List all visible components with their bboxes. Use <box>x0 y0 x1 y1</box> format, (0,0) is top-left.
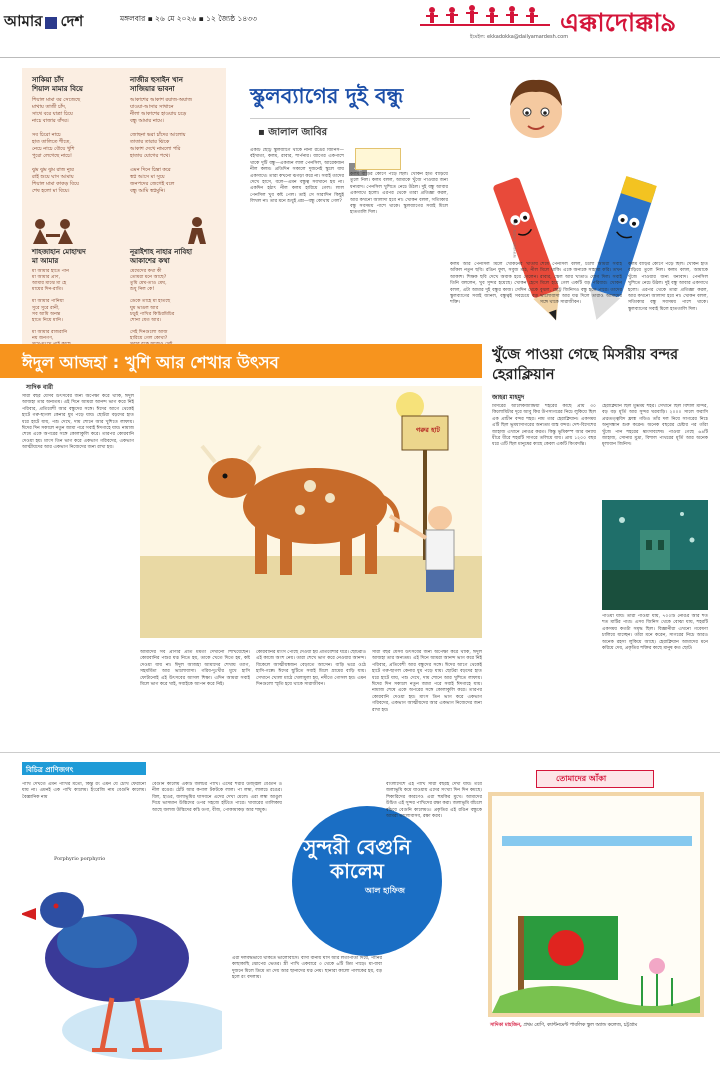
child-drawing-frame[interactable] <box>488 792 704 1017</box>
kalem-scientific-name: Porphyrio porphyrio <box>54 856 106 862</box>
rhyme-1 <box>32 76 122 195</box>
bangladesh-flag-drawing <box>492 796 700 1013</box>
story-divider <box>250 118 470 119</box>
kalem-column-2: এরা দলবদ্ধভাবে থাকতে ভালোবাসে। বাসা বানায় ঘাস আর লতাপাতা দিয়ে, পানির কাছাকাছি ঝোপের ভেতর। স্ত্রী পাখি একবারে ৩ থেকে ৬টি ডিম পাড়ে। মা-বাবা দুজনে মিলে ডিমে তা দেয় আর ছানাদের যত্ন নেয়। ছানারা কালো পালকের হয়, বড় হলে রং বদলায়। <box>232 956 382 981</box>
cow-and-boy-illustration <box>140 386 482 638</box>
page-number: ৯ <box>660 8 677 37</box>
rhyme-title: শাহজাহান মোহাম্মদ মা আমার <box>32 248 86 265</box>
eid-column-3: কোরবানির মাংস পৌঁছে দেওয়া হয় প্রতিবেশীর ঘরে। ছোটরাও এই কাজে অংশ নেয়। তারা শেখে ভাগ করে নেওয়ার আনন্দ। বিকেলে আত্মীয়স্বজন বেড়াতে আসেন। বাড়ি ভরে ওঠে হাসি-গল্পে। ঈদের ছুটিতে সবাই মিলে গ্রামের বাড়ি যায়। সেখানে খোলা মাঠে খেলাধুলা হয়, নদীতে গোসল হয়। এমন দিনগুলো স্মৃতি হয়ে থাকে সারাজীবন। <box>256 650 366 688</box>
purple-swamphen-photo <box>22 880 222 1072</box>
eid-column-4: সারা বছর যেসব উৎসবের জন্য অপেক্ষা করে থাকি, ঈদুল আজহা তার অন্যতম। এই দিনে আমরা আনন্দ ভাগ করে নিই পরিবার, প্রতিবেশী আর বন্ধুদের সঙ্গে। ঈদের আগে থেকেই হাটে গরু-ছাগল কেনার ধুম পড়ে যায়। ছোটরা বড়দের হাত ধরে হাটে যায়, পশু দেখে, দাম শোনে আর খুশিতে লাফায়। ঈদের দিন সকালে নতুন জামা পরে সবাই ঈদগাহে যায়। নামাজ শেষে একে অপরের সঙ্গে কোলাকুলি করে। তারপর কোরবানি দেওয়া হয়। মাংস তিন ভাগ করে একভাগ গরিবদের, একভাগ আত্মীয়দের আর একভাগ নিজেদের জন্য রাখা হয়। <box>372 650 482 713</box>
rhyme-2 <box>130 76 222 195</box>
story-column-5: কলম বাড়ির কোণে পড়ে ছিল। খোকন হাত বাড়িয়ে তুলে নিল। কলম বলল, আমাকে খুঁজে পাওয়ার জন্য ধন্যবাদ। পেনসিল খুশিতে নেচে উঠল। দুই বন্ধু আবার একসাথে হলো। এরপর থেকে তারা প্রতিজ্ঞা করল, আর কখনো আলাদা হবে না। খোকন বলল, সত্যিকার বন্ধু সবসময় পাশে থাকে। স্কুলব্যাগের সবাই মিলে হাততালি দিল। <box>628 262 708 312</box>
story-illustrator: অলংকরণ: আমার দেশ <box>512 222 517 258</box>
boy-illustration-icon <box>496 68 576 148</box>
story-column-1: একটি ছোট্ট স্কুলব্যাগে থাকে নানা রঙের জিনিস—বইখাতা, কলম, রাবার, শার্পনার। ব্যাগের একপাশে থাকে দুটি বন্ধু—একজন লাল পেনসিল, আরেকজন নীল কলম। প্রতিদিন সকালে দুজনেই স্কুলে যায় একসাথে। তারা কখনো ঝগড়া করে না। সবাই তাদের দেখে হাসে, বলে—এমন বন্ধুত্ব সবখানে হয় না। একদিন হঠাৎ নীল কলম হারিয়ে গেল। লাল পেনসিল খুব কষ্ট পেল। তাই সে সারাদিন কিছুই লিখল না। তার মনে শুধুই প্রশ্ন—বন্ধু কোথায় গেল? <box>250 148 344 205</box>
rhyme-title: নূরাইশাহ নাহার নাবিহা আকাশের কথা <box>130 248 193 265</box>
rhyme-title: সাকিয়া চাঁদ শিয়াল মামার বিয়ে <box>32 76 83 93</box>
paper-name-right: দেশ <box>60 12 84 30</box>
paper-logo[interactable] <box>4 10 83 35</box>
kalem-intro: পাখি দেখতে এমন পাখির মতো, কিন্তু রং এমন যে চোখ ফেরানো যায় না। এমনই এক পাখি কালেম। ইংরেজি নাম বেগুনি কালেম। বৈজ্ঞানিক নাম <box>22 782 146 800</box>
eid-headline[interactable]: ঈদুল আজহা : খুশি আর শেখার উৎসব <box>22 353 279 372</box>
underwater-ruins-illustration <box>602 500 708 610</box>
drawing-artist-name: সাদিকা মাহজিন, <box>490 1023 522 1028</box>
masthead <box>0 0 720 58</box>
rhyme-title: নাজীর হুসাইন খান সাজিয়ার ভাবনা <box>130 76 183 93</box>
story-pencil-illustration <box>355 148 401 170</box>
rhyme-4 <box>130 248 224 354</box>
rhyme-body: আকাশের আকাশ রয়াজ-অয়াজ যাওয়া-আসার সাথানে নীলা আকাশের হাওয়ায় চড়ে বন্ধু আমার নামে। জোছনা ভরা চাঁদের আলোয় তাতার তারার ঝিকে আকাশ দেখে নামলো পরি হাতায় যোগের পথে। এমন দিনে চিন্তা করে স্বপ্ন আসে মা সুয়ে জনপদের জেগেই বলে বন্ধু আমি স্বপ্নমুনি। <box>130 97 192 194</box>
kalem-column-1: বেগুনি কালেম একটি জলচর পাখি। এদের শরীর উজ্জ্বল বেগুনি ও নীল রঙের। ঠোঁট আর কপাল টকটকে লাল। পা লম্বা, লালচে রঙের। বিল, হাওর, জলাভূমির ঘাসবনে এদের দেখা মেলে। এরা লম্বা আঙুল দিয়ে ভাসমান উদ্ভিদের ওপর সহজে হাঁটতে পারে। খাবারের তালিকায় আছে জলজ উদ্ভিদের কচি ডগা, বীজ, পোকামাকড় আর শামুক। <box>152 782 282 813</box>
kalem-author: আল হাফিজ <box>365 886 405 895</box>
story-column-4: শেষে পেনসিল বলল, চলো আমরা সবাই মিলে থাকি। একে অন্যকে সাহায্য করি। তখন রাবার, স্কেল আর খাতাও যোগ দিল। সবাই মিলে হয়ে গেল একটি বড় পরিবার। খোকন বুঝল, ছোট্ট জিনিসও বন্ধু হতে পারে। তাদের ভালোবাসা আর যত্ন দিলে তারাও আমাদের সঙ্গে থাকে সারাজীবন। <box>540 262 622 306</box>
rhyme-body: শিয়াল মামা বর সেজেছে মাথায় তাজী চাঁদ, সাথে বরে যাত্রা চিয়ে নাচে বাজার বাঁদর। সব চিরো নাচে হাত তালিতে শীতে, নেচে নাচে বৌয়ে খুশি পুরো লেগেছে নাচে! ঝুম ঝুম ঝুম রাজ ন্যুর রাই শুয়ে ঘাস আমায় শিয়াল মামা কাকড় বিয়ে শেষ হলো মা বিয়ে। <box>32 97 81 194</box>
paper-name-left: আমার <box>4 12 43 30</box>
cart-sign: গরুর হাট <box>416 426 440 434</box>
rhyme-body: মেঘেদের কথা কী তোমরা মনে আছে? তুমি মেঘ-তাও মেঘ, শুধু নিল কে! ডেকে তাহে মা হাতছে ঘুম ভাঙল আর চড়ুই পাখির কিচিরমিচির শোনা যেত আর। সেই দিনগুলো আজ হারিয়ে গেল কোথা? <box>130 269 175 342</box>
story-author: ▪ জালাল জাবির <box>258 127 328 138</box>
section-title: এক্কাদোক্কা <box>560 8 661 37</box>
children-reading-icon <box>30 216 85 246</box>
eid-column-2: আমাদের সব প্রাণীর প্রতি মমতা দেখানো শিখিয়েছেন। কোরবানির পশুর যত্ন নিতে হয়, তাকে খেতে দিতে হয়, কষ্ট দেওয়া যায় না। ঈদুল আজহা আমাদের শেখায় ত্যাগ, সহমর্মিতা আর ভালোবাসা। গরিব-দুঃখীর মুখে হাসি ফোটানোই এই উৎসবের আসল শিক্ষা। এদিন আমরা সবাই মিলে ভাগ করে খাই, সবাইকে আপন করে নিই। <box>140 650 250 688</box>
issue-date: মঙ্গলবার ▪ ২৬ মে ২০২৬ ▪ ১২ জ্যৈষ্ঠ ১৪৩৩ <box>120 14 257 23</box>
story-headline[interactable]: স্কুলব্যাগের দুই বন্ধু <box>250 84 404 108</box>
eid-column-1: সারা বছর যেসব উৎসবের জন্য অপেক্ষা করে থাকি, ঈদুল আজহা তার অন্যতম। এই দিনে আমরা আনন্দ ভাগ করে নিই পরিবার, প্রতিবেশী আর বন্ধুদের সঙ্গে। ঈদের আগে থেকেই হাটে গরু-ছাগল কেনার ধুম পড়ে যায়। ছোটরা বড়দের হাত ধরে হাটে যায়, পশু দেখে, দাম শোনে আর খুশিতে লাফায়। ঈদের দিন সকালে নতুন জামা পরে সবাই ঈদগাহে যায়। নামাজ শেষে একে অপরের সঙ্গে কোলাকুলি করে। তারপর কোরবানি দেওয়া হয়। মাংস তিন ভাগ করে একভাগ গরিবদের, একভাগ আত্মীয়দের আর একভাগ নিজেদের জন্য রাখা হয়। <box>22 394 134 451</box>
story-column-2: কলম বাড়ির কোণে পড়ে ছিল। খোকন হাত বাড়িয়ে তুলে নিল। কলম বলল, আমাকে খুঁজে পাওয়ার জন্য ধন্যবাদ। পেনসিল খুশিতে নেচে উঠল। দুই বন্ধু আবার একসাথে হলো। এরপর থেকে তারা প্রতিজ্ঞা করল, আর কখনো আলাদা হবে না। খোকন বলল, সত্যিকার বন্ধু সবসময় পাশে থাকে। স্কুলব্যাগের সবাই মিলে হাততালি দিল। <box>350 172 448 216</box>
heraklion-column-3: পাওয়া যায়। তারা পাওয়া যায়, ৭০০টি নোঙর আর শত শত মাটির পাত্র। এসব জিনিস থেকে বোঝা যায়, শহরটি একসময় কতটা সমৃদ্ধ ছিল। বিজ্ঞানীরা এখনো গবেষণা চালিয়ে যাচ্ছেন। তাঁরা মনে করেন, সাগরের নিচে আরও অনেক রহস্য লুকিয়ে আছে। হেরাক্লিয়ান আমাদের মনে করিয়ে দেয়, প্রকৃতির শক্তির কাছে মানুষ কত ছোট। <box>602 614 708 652</box>
drawing-caption <box>490 1022 708 1030</box>
heraklion-headline[interactable]: খুঁজে পাওয়া গেছে মিসরীয় বন্দর হেরাক্লিয়ান <box>492 347 679 383</box>
kid-running-icon <box>172 216 222 246</box>
drawing-artist-school: প্রথম শ্রেণি, ক্যান্টনমেন্ট পাবলিক স্কুল অ্যান্ড কলেজ, চট্টগ্রাম <box>521 1023 638 1028</box>
rhymes-panel <box>22 68 226 350</box>
section-divider <box>0 752 720 753</box>
odd-species-label: বিচিত্র প্রাণিজগৎ <box>26 766 74 774</box>
heraklion-column-2: হেরাক্লিয়ান ছিল মুগ্ধময় শহর। সেখানে ছিল বিশাল মন্দির, বড় বড় মূর্তি আর সুন্দর ঘরবাড়ি। ২০০০ সালে ফরাসি প্রত্নতত্ত্ববিদ ফ্রাঙ্ক গডিও তাঁর দল নিয়ে সাগরের নিচে অনুসন্ধান শুরু করেন। অনেক বছরের চেষ্টার পর তাঁরা খুঁজে পান শহরের ধ্বংসাবশেষ। পাওয়া গেছে ৬৪টি জাহাজ, সোনার মুদ্রা, বিশাল পাথরের মূর্তি আর অনেক মূল্যবান জিনিস। <box>602 404 708 448</box>
heraklion-author: জাহরা মাহমুদ <box>492 394 525 401</box>
heraklion-column-1: মিসরের আলেকজান্দ্রিয়া শহরের কাছে প্রায় ৩০ কিলোমিটার দূরে আবু কির উপসাগরের নিচে লুকিয়ে ছিল এক প্রাচীন বন্দর শহর। নাম তার হেরাক্লিয়ান। একসময় এটি ছিল ভূমধ্যসাগরের অন্যতম ব্যস্ত বন্দর। দেশ-বিদেশের জাহাজ এখানে নোঙর করত। কিন্তু ভূমিকম্প আর বন্যায় ধীরে ধীরে শহরটি সাগরে তলিয়ে যায়। প্রায় ১২০০ বছর ধরে এটি ছিল মানুষের কাছে কেবল একটি কিংবদন্তি। <box>492 404 596 448</box>
eid-author: সাদিক বারী <box>26 384 53 391</box>
eid-illustration <box>140 386 482 638</box>
children-silhouette-icon <box>420 2 550 34</box>
story-column-3: কলম আর পেনসিল মিলে খোকনের খাতায় আঁকল নতুন ছবি। রঙিন ফুল, সবুজ মাঠ, নীল আকাশ। শিক্ষক ছবি দেখে অবাক হয়ে গেলেন। তিনি বললেন, খুব সুন্দর হয়েছে। খোকন হেসে বলল, এটা আমার দুই বন্ধুর কাজ। সেদিন থেকে স্কুলব্যাগের সবাই জানল, বন্ধুত্বই সবচেয়ে বড় শক্তি। <box>450 262 538 306</box>
kalem-column-3: বাংলাদেশে এই পাখি সারা বছরই দেখা যায়। তবে জলাভূমি কমে যাওয়ায় এদের সংখ্যা দিন দিন কমছে। শিকারিদের কারণেও এরা হুমকির মুখে। আমাদের উচিত এই সুন্দর পাখিদের রক্ষা করা। জলাভূমি বাঁচলে বাঁচবে বেগুনি কালেমও। প্রকৃতির এই রঙিন বন্ধুকে আমরা ভালোবাসব, রক্ষা করব। <box>386 782 482 820</box>
logo-square-icon <box>45 17 57 29</box>
section-email[interactable]: ইমেইল: ekkadokka@dailyamardesh.com <box>470 34 569 40</box>
kalem-headline[interactable]: সুন্দরী বেগুনি কালেম <box>303 835 411 883</box>
drawings-section-label: তোমাদের আঁকা <box>556 774 607 783</box>
rhyme-body: মা আমার হাতে পান মা আমার প্রাণ, আমার মাঝে মা হে মায়ের দিন-রাতি। মা আমার পানিয়া সুরে সুরে রানী, সব আমি অনন্ত হাতে নিয়ে মানি। মা আমার রাজরানি নয় জনগণ, <box>32 269 70 342</box>
rhyme-3 <box>32 248 124 354</box>
